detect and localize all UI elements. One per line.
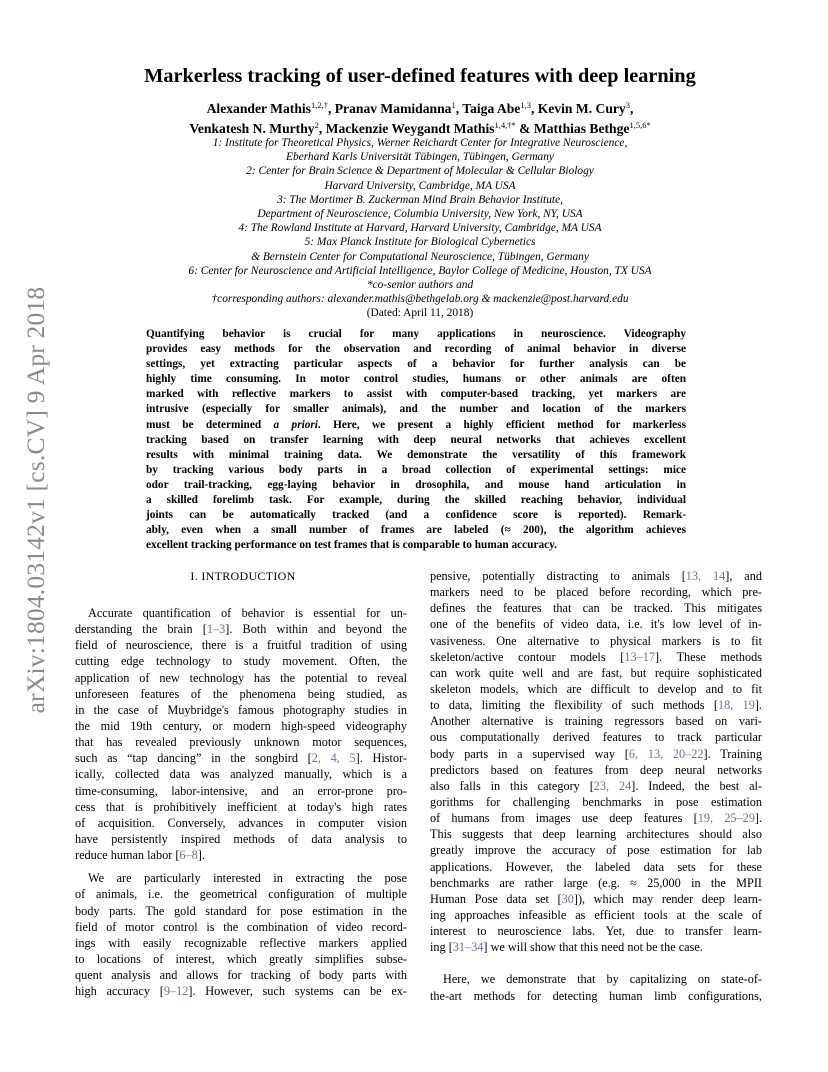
affiliation-line: *co-senior authors and bbox=[366, 279, 474, 292]
text-line: can work quite well and are fast, but require sophisticated bbox=[430, 665, 762, 680]
author-affiliation-marker: 1,5,6* bbox=[629, 120, 651, 130]
text-line: derstanding the brain [1–3]. Both within and beyond the bbox=[75, 622, 407, 637]
section-heading: I. INTRODUCTION bbox=[190, 569, 296, 583]
affiliations bbox=[90, 136, 750, 321]
affiliation-line: Harvard University, Cambridge, MA USA bbox=[324, 179, 516, 192]
text-line: ing approaches infeasible as efficient tools at the scale of bbox=[430, 907, 762, 922]
affiliation-line: 4: The Rowland Institute at Harvard, Harvard University, Cambridge, MA USA bbox=[238, 222, 602, 235]
affiliation-line: †corresponding authors: alexander.mathis@bethgelab.org & mackenzie@post.harvard.edu bbox=[211, 293, 629, 306]
citation-link[interactable]: 18, 19 bbox=[717, 698, 755, 713]
text-line: field of motor control is the combination of video record- bbox=[75, 919, 407, 934]
text-line: such as “tap dancing” in the songbird [2, 4, 5]. Histor- bbox=[75, 751, 407, 766]
text-line: Here, we demonstrate that by capitalizing on state-of- bbox=[443, 972, 762, 987]
abstract-line: excellent tracking performance on test frames that is comparable to human accuracy. bbox=[146, 539, 557, 552]
abstract-line: highly time consuming. In motor control studies, humans or other animals are often bbox=[146, 373, 686, 386]
affiliation-line: 2: Center for Brain Science & Department of Molecular & Cellular Biology bbox=[246, 165, 594, 178]
citation-link[interactable]: 13–17 bbox=[624, 649, 655, 664]
citation-link[interactable]: 1–3 bbox=[206, 622, 226, 637]
paragraph bbox=[75, 870, 407, 999]
paragraph-gap bbox=[75, 863, 407, 870]
abstract-line: ably, even when a small number of frames are labeled (≈ 200), the algorithm achieves bbox=[146, 524, 686, 537]
abstract-line: results with minimal training data. We demonstrate the versatility of this framework bbox=[146, 448, 686, 461]
paragraph bbox=[430, 971, 762, 1003]
abstract-line: by tracking various body parts in a broad collection of experimental settings: mice bbox=[146, 463, 686, 476]
author-separator: , bbox=[318, 121, 326, 136]
text-line: skeleton models, which are difficult to develop and to fit bbox=[430, 681, 762, 696]
author-affiliation-marker: 1,4,†* bbox=[494, 120, 516, 130]
paper-title: Markerless tracking of user-defined features with deep learning bbox=[144, 65, 696, 87]
arxiv-identifier: arXiv:1804.03142v1 [cs.CV] 9 Apr 2018 bbox=[21, 286, 50, 714]
author-name: Taiga Abe bbox=[462, 101, 521, 116]
text-line: Human Pose data set [30]), which may render deep learn- bbox=[430, 891, 763, 906]
text-line: This suggests that deep learning architectures should also bbox=[430, 827, 762, 842]
text-line: to locations of interest, which greatly simplifies subse- bbox=[75, 951, 407, 966]
author-name: Venkatesh N. Murthy bbox=[189, 121, 315, 136]
author-line-1 bbox=[100, 99, 740, 119]
text-line: of animals, i.e. the geometrical configuration of multiple bbox=[75, 887, 407, 902]
author-name: Matthias Bethge bbox=[533, 121, 630, 136]
affiliation-line: 5: Max Planck Institute for Biological Cybernetics bbox=[304, 236, 536, 249]
text-line: Accurate quantification of behavior is essential for un- bbox=[88, 606, 407, 620]
text-line: ing [31–34] we will show that this need not be the case. bbox=[430, 940, 703, 955]
affiliation-line: 1: Institute for Theoretical Physics, Werner Reichardt Center for Integrative Neuroscience, bbox=[212, 137, 628, 149]
arxiv-sidebar-stamp bbox=[18, 286, 54, 714]
text-line: time-consuming, labor-intensive, and an error-prone pro- bbox=[75, 783, 407, 798]
text-line: application of new technology has the potential to reveal bbox=[75, 670, 407, 685]
text-line: vasiveness. One alternative to physical markers is to fit bbox=[430, 633, 762, 648]
text-line: field of neuroscience, there is a fruitful tradition of using bbox=[75, 638, 407, 653]
abstract-line: Quantifying behavior is crucial for many applications in neuroscience. Videography bbox=[146, 328, 686, 340]
affiliation-line: Department of Neuroscience, Columbia University, New York, NY, USA bbox=[257, 208, 583, 221]
text-line: the mid 19th century, or modern high-speed videography bbox=[75, 718, 407, 733]
text-line: of acquisition. Conversely, advances in computer vision bbox=[75, 815, 407, 830]
citation-link[interactable]: 30 bbox=[561, 891, 574, 906]
text-line: in the case of Muybridge's famous photography studies in bbox=[75, 702, 407, 717]
paragraph-gap bbox=[430, 955, 762, 971]
text-line: the-art methods for detecting human limb configurations, bbox=[430, 988, 762, 1003]
abstract bbox=[146, 327, 686, 553]
right-column bbox=[430, 568, 762, 1004]
text-line: benchmarks are rather large (e.g. ≈ 25,000 in the MPII bbox=[430, 875, 762, 890]
text-line: interest to neuroscience labs. Yet, due to transfer learn- bbox=[430, 924, 762, 939]
text-line: ings with easily recognizable reflective markers applied bbox=[75, 935, 407, 950]
text-line: high accuracy [9–12]. However, such systems can be ex- bbox=[75, 984, 407, 999]
author-separator: , bbox=[629, 101, 634, 116]
citation-link[interactable]: 6, 13, 20–22 bbox=[628, 746, 704, 761]
text-line: skeleton/active contour models [13–17]. These methods bbox=[430, 649, 762, 664]
citation-link[interactable]: 6–8 bbox=[179, 848, 198, 863]
affiliation-line: Eberhard Karls Universität Tübingen, Tübingen, Germany bbox=[286, 151, 554, 164]
author-separator: , bbox=[530, 101, 538, 116]
abstract-line: odor trail-tracking, egg-laying behavior in drosophila, and mouse hand articulation in bbox=[146, 478, 686, 491]
text-line: applications. However, the labeled data sets for these bbox=[430, 859, 762, 874]
text-line: gorithms for challenging benchmarks in pose estimation bbox=[430, 794, 762, 809]
author-list bbox=[100, 99, 740, 139]
author-name: Pranav Mamidanna bbox=[334, 101, 452, 116]
abstract-line: a skilled forelimb task. For example, during the skilled reaching behavior, individual bbox=[146, 494, 686, 507]
text-line: cutting edge technology to study movement. Often, the bbox=[75, 654, 407, 669]
text-line: that has revealed previously unknown motor sequences, bbox=[75, 735, 407, 750]
text-line: greatly improve the accuracy of pose estimation for lab bbox=[430, 843, 762, 858]
abstract-line: marked with reflective markers to assist with computer-based tracking, yet markers are bbox=[146, 388, 686, 401]
text-line: of humans from images use deep features [19, 25–29]. bbox=[430, 811, 763, 826]
abstract-line: must be determined a priori. Here, we present a highly efficient method for markerless bbox=[146, 418, 686, 431]
text-line: Another alternative is training regressors based on vari- bbox=[430, 714, 762, 729]
abstract-line: settings, yet extracting particular aspects of a behavior for further analysis can be bbox=[146, 358, 686, 371]
affiliation-line: 3: The Mortimer B. Zuckerman Mind Brain Behavior Institute, bbox=[277, 193, 563, 206]
author-affiliation-marker: 2 bbox=[314, 120, 319, 130]
citation-link[interactable]: 19, 25–29 bbox=[697, 811, 755, 826]
affiliation-line: & Bernstein Center for Computational Neuroscience, Tübingen, Germany bbox=[251, 250, 589, 263]
author-affiliation-marker: 3 bbox=[625, 100, 630, 110]
citation-link[interactable]: 2, 4, 5 bbox=[311, 751, 356, 766]
author-separator: , bbox=[455, 101, 463, 116]
author-name: Mackenzie Weygandt Mathis bbox=[325, 121, 495, 136]
text-line: one of the benefits of video data, i.e. it's low level of in- bbox=[430, 617, 762, 632]
text-line: predictors based on features from deep neural networks bbox=[430, 762, 762, 777]
text-line: quent analysis and allows for tracking of body parts with bbox=[75, 968, 407, 983]
author-name: Alexander Mathis bbox=[206, 101, 311, 116]
text-line: markers need to be placed before recording, which pre- bbox=[430, 585, 762, 600]
author-affiliation-marker: 1 bbox=[451, 100, 456, 110]
abstract-line: provides easy methods for the observation and recording of animal behavior in diverse bbox=[146, 343, 686, 356]
paragraph bbox=[75, 605, 407, 863]
dated-line: (Dated: April 11, 2018) bbox=[366, 307, 474, 320]
text-line: ous computationally derived features to track particular bbox=[430, 730, 762, 745]
text-line: reduce human labor [6–8]. bbox=[75, 848, 205, 863]
text-line: pensive, potentially distracting to animals [13, 14], and bbox=[430, 569, 762, 583]
abstract-line: intrusive (especially for smaller animals), and the number and location of the markers bbox=[146, 403, 686, 416]
paragraph bbox=[430, 568, 762, 955]
text-line: also falls in this category [23, 24]. Indeed, the best al- bbox=[430, 778, 763, 793]
text-line: have persistently inspired methods of data analysis to bbox=[75, 831, 407, 846]
text-line: ically, collected data was analyzed manually, which is a bbox=[75, 767, 407, 782]
abstract-line: tracking based on transfer learning with deep neural networks that achieves excellent bbox=[146, 433, 686, 446]
citation-link[interactable]: 31–34 bbox=[452, 940, 484, 955]
text-line: defines the features that can be tracked. This mitigates bbox=[430, 601, 762, 616]
author-separator: , bbox=[327, 101, 335, 116]
text-line: unforeseen features of the phenomena being studied, as bbox=[75, 686, 407, 701]
citation-link[interactable]: 13, 14 bbox=[685, 569, 726, 583]
text-line: cess that is prohibitively inefficient at today's high rates bbox=[75, 799, 407, 814]
text-line: We are particularly interested in extracting the pose bbox=[88, 871, 407, 886]
author-affiliation-marker: 1,3 bbox=[520, 100, 531, 110]
citation-link[interactable]: 23, 24 bbox=[593, 778, 632, 793]
author-affiliation-marker: 1,2,† bbox=[310, 100, 328, 110]
text-line: body parts. The gold standard for pose estimation in the bbox=[75, 903, 407, 918]
citation-link[interactable]: 9–12 bbox=[163, 984, 189, 999]
text-line: body parts in a supervised way [6, 13, 20–22]. Training bbox=[430, 746, 762, 761]
text-line: to data, limiting the flexibility of such methods [18, 19]. bbox=[430, 698, 762, 713]
author-name: Kevin M. Cury bbox=[537, 101, 626, 116]
left-column bbox=[75, 605, 407, 999]
abstract-line: joints can be automatically tracked (and a confidence score is reported). Remark- bbox=[146, 509, 686, 522]
affiliation-line: 6: Center for Neuroscience and Artificial Intelligence, Baylor College of Medicine, Houston, TX USA bbox=[188, 264, 652, 277]
author-separator: & bbox=[515, 121, 534, 136]
